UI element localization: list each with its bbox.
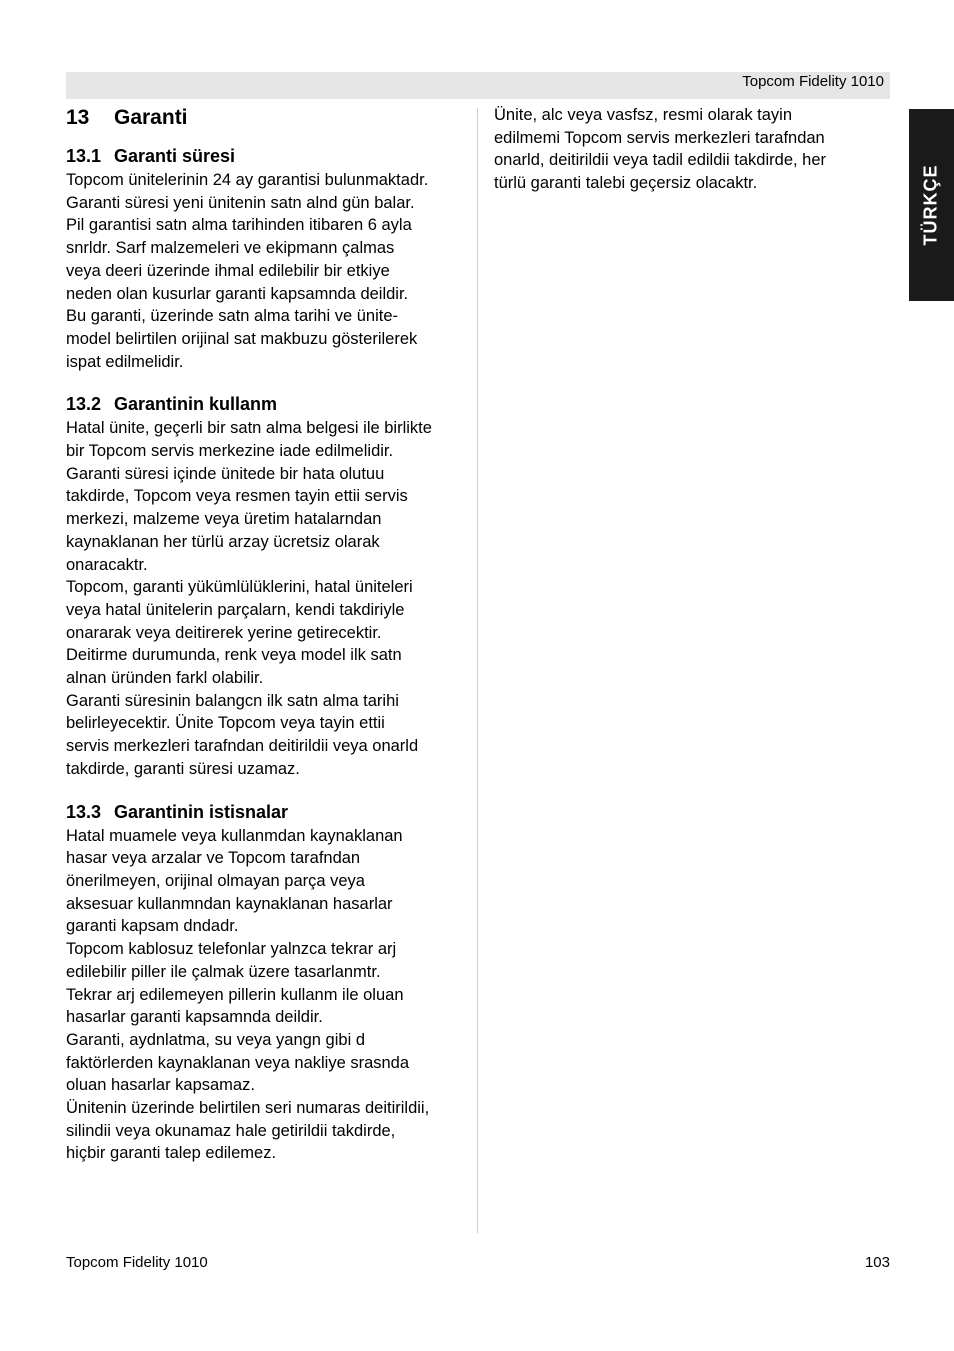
right-column [494, 104, 880, 195]
section-heading [66, 104, 466, 132]
subsection-title: Garantinin istisnalar [114, 801, 289, 822]
section-spacer [66, 781, 466, 801]
page-header-bar [66, 72, 890, 99]
header-title: Topcom Fidelity 1010 [742, 73, 884, 90]
subsection-title: Garantinin kullanm [114, 394, 278, 415]
subsection-number: 13.1 [66, 146, 102, 166]
section-number: 13 [66, 106, 90, 129]
language-tab [909, 109, 954, 301]
column-divider [477, 108, 478, 1233]
footer-title: Topcom Fidelity 1010 [66, 1254, 208, 1271]
subsection-text-13-1: Topcom ünitelerinin 24 ay garantisi bulunmaktadr. Garanti süresi yeni ünitenin satn alnd gün balar. Pil garantisi satn alma tarihinden itibaren 6 ayla snrldr. Sarf malzemeleri ve ekipmann çalmas veya deeri üzerinde ihmal edilebilir bir etkiye neden olan kusurlar garanti kapsamnda deildir. Bu garanti, üzerinde satn alma tarihi ve ünite- model belirtilen orijinal sat makbuzu gösterilerek ispat edilmelidir. [66, 171, 429, 371]
subsection-heading-13-2 [66, 393, 466, 415]
subsection-number: 13.3 [66, 801, 102, 822]
subsection-text-13-3: Hatal muamele veya kullanmdan kaynaklanan hasar veya arzalar ve Topcom tarafndan önerilmeyen, orijinal olmayan parça veya aksesuar kullanmndan kaynaklanan hasarlar garanti kapsam dndadr. Topcom kablosuz telefonlar yalnzca tekrar arj edilebilir piller ile çalmak üzere tasarlanmtr. Tekrar arj edilemeyen pillerin kullanm ile oluan hasarlar garanti kapsamnda deildir. Garanti, aydnlatma, su veya yangn gibi d faktörlerden kaynaklanan veya nakliye srasnda oluan hasarlar kapsamaz. Ünitenin üzerinde belirtilen seri numaras deitirildii, silindii veya okunamaz hale getirildii takdirde, hiçbir garanti talep edilemez. [66, 826, 430, 1163]
subsection-heading-13-3 [66, 801, 466, 823]
right-column-text: Ünite, alc veya vasfsz, resmi olarak tayin edilmemi Topcom servis merkezleri tarafndan onarld, deitirildii veya tadil edildii takdirde, her türlü garanti talebi geçersiz olacaktr. [494, 106, 827, 193]
left-column [66, 104, 466, 1165]
page-number: 103 [864, 1254, 890, 1271]
subsection-title: Garanti süresi [114, 146, 236, 166]
subsection-heading-13-1 [66, 145, 466, 167]
subsection-number: 13.2 [66, 394, 102, 415]
subsection-text-13-2: Hatal ünite, geçerli bir satn alma belgesi ile birlikte bir Topcom servis merkezine iade edilmelidir. Garanti süresi içinde ünitede bir hata olutuu takdirde, Topcom veya resmen tayin ettii servis merkezi, malzeme veya üretim hatalarndan kaynaklanan her türlü arzay ücretsiz olarak onaracaktr. Topcom, garanti yükümlülüklerini, hatal üniteleri veya hatal ünitelerin parçalarn, kendi takdiriyle onararak veya deitirerek yerine getirecektir. Deitirme durumunda, renk veya model ilk satn alnan üründen farkl olabilir. Garanti süresinin balangcn ilk satn alma tarihi belirleyecektir. Ünite Topcom veya tayin ettii servis merkezleri tarafndan deitirildii veya onarld takdirde, garanti süresi uzamaz. [66, 419, 432, 778]
section-spacer [66, 373, 466, 393]
section-title: Garanti [114, 106, 188, 129]
language-tab-label: TÜRKÇE [920, 164, 941, 246]
